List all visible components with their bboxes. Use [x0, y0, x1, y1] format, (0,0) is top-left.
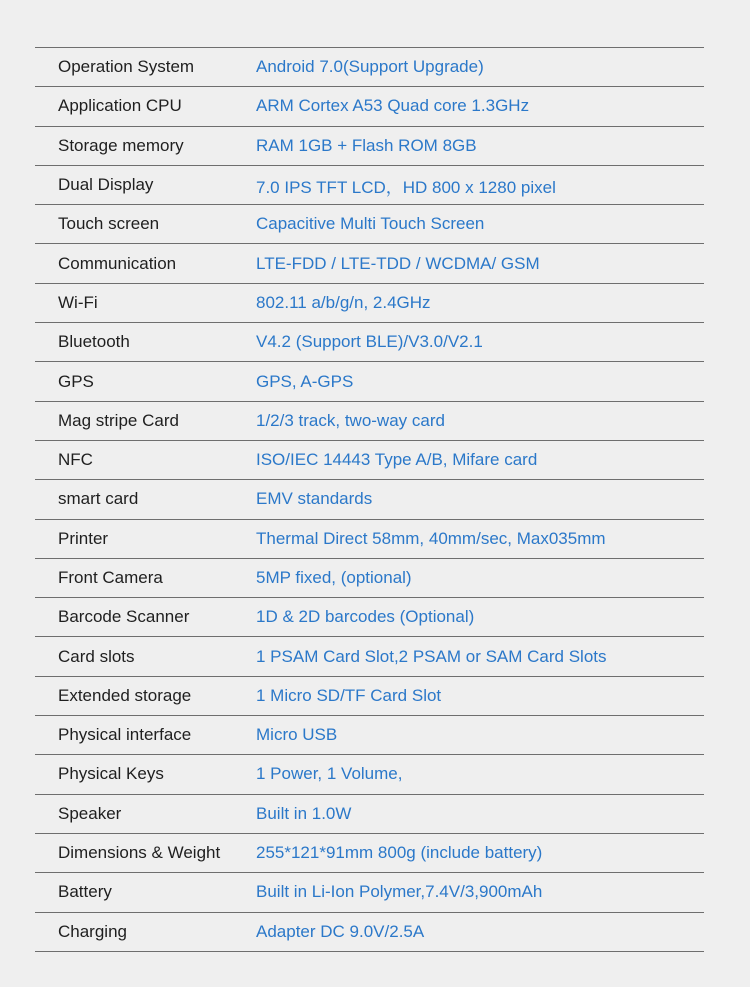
spec-value: 1 Power, 1 Volume, [256, 764, 403, 784]
spec-label: Mag stripe Card [58, 410, 179, 430]
table-row [35, 520, 704, 559]
spec-label: NFC [58, 450, 93, 470]
spec-label: Physical Keys [58, 764, 164, 784]
spec-label: Battery [58, 882, 112, 902]
spec-label: Front Camera [58, 568, 163, 587]
spec-label: Charging [58, 921, 127, 941]
table-row [35, 205, 704, 244]
spec-label: Touch screen [58, 214, 160, 234]
spec-label: Barcode Scanner [58, 607, 190, 627]
spec-value: Capacitive Multi Touch Screen [256, 214, 485, 234]
table-row [35, 362, 704, 401]
spec-value: Thermal Direct 58mm, 40mm/sec, Max035mm [256, 528, 606, 548]
spec-label: GPS [58, 371, 94, 391]
spec-value: Adapter DC 9.0V/2.5A [256, 921, 425, 941]
spec-label: Dual Display [58, 175, 154, 195]
table-row [35, 127, 704, 166]
table-row [35, 441, 704, 480]
table-row [35, 755, 704, 794]
spec-table [35, 47, 704, 952]
table-row [35, 480, 704, 519]
spec-value: LTE-FDD / LTE-TDD / WCDMA/ GSM [256, 253, 540, 273]
spec-value: 802.11 a/b/g/n, 2.4GHz [256, 292, 431, 312]
spec-label: Storage memory [58, 135, 184, 155]
spec-value: ISO/IEC 14443 Type A/B, Mifare card [256, 450, 538, 470]
table-row [35, 323, 704, 362]
table-row [35, 402, 704, 441]
spec-value: 1D & 2D barcodes (Optional) [256, 607, 475, 627]
table-row [35, 559, 704, 598]
spec-value: 5MP fixed, (optional) [256, 568, 412, 587]
table-row [35, 637, 704, 676]
spec-value: V4.2 (Support BLE)/V3.0/V2.1 [256, 332, 483, 352]
spec-value: GPS, A-GPS [256, 371, 354, 391]
table-row [35, 873, 704, 912]
spec-value: 1 Micro SD/TF Card Slot [256, 685, 442, 705]
spec-value: EMV standards [256, 489, 373, 509]
spec-label: Wi-Fi [58, 292, 98, 312]
spec-label: Printer [58, 528, 109, 548]
spec-value: Built in 1.0W [256, 803, 352, 823]
spec-label: Speaker [58, 803, 122, 823]
spec-value: 1 PSAM Card Slot,2 PSAM or SAM Card Slots [256, 646, 607, 666]
spec-label: smart card [58, 489, 139, 509]
spec-label: Card slots [58, 646, 135, 666]
spec-label: Bluetooth [58, 332, 130, 352]
spec-label: Application CPU [58, 96, 182, 116]
table-row [35, 795, 704, 834]
table-row [35, 244, 704, 283]
table-row [35, 677, 704, 716]
table-row [35, 87, 704, 126]
spec-value: 7.0 IPS TFT LCD，HD 800 x 1280 pixel [256, 177, 556, 197]
spec-label: Dimensions & Weight [58, 843, 221, 863]
table-row [35, 716, 704, 755]
spec-label: Physical interface [58, 725, 192, 745]
table-row [35, 284, 704, 323]
spec-value: ARM Cortex A53 Quad core 1.3GHz [256, 96, 530, 116]
spec-value: 255*121*91mm 800g (include battery) [256, 843, 543, 863]
spec-value: Micro USB [256, 725, 338, 745]
spec-value: 1/2/3 track, two-way card [256, 410, 445, 430]
table-row [35, 913, 704, 952]
spec-value: Built in Li-Ion Polymer,7.4V/3,900mAh [256, 882, 543, 902]
table-row [35, 166, 704, 205]
spec-label: Extended storage [58, 685, 192, 705]
table-row [35, 48, 704, 87]
table-row [35, 598, 704, 637]
spec-label: Communication [58, 253, 177, 273]
spec-label: Operation System [58, 57, 195, 77]
spec-value: Android 7.0(Support Upgrade) [256, 57, 484, 77]
table-row [35, 834, 704, 873]
spec-value: RAM 1GB + Flash ROM 8GB [256, 135, 477, 155]
